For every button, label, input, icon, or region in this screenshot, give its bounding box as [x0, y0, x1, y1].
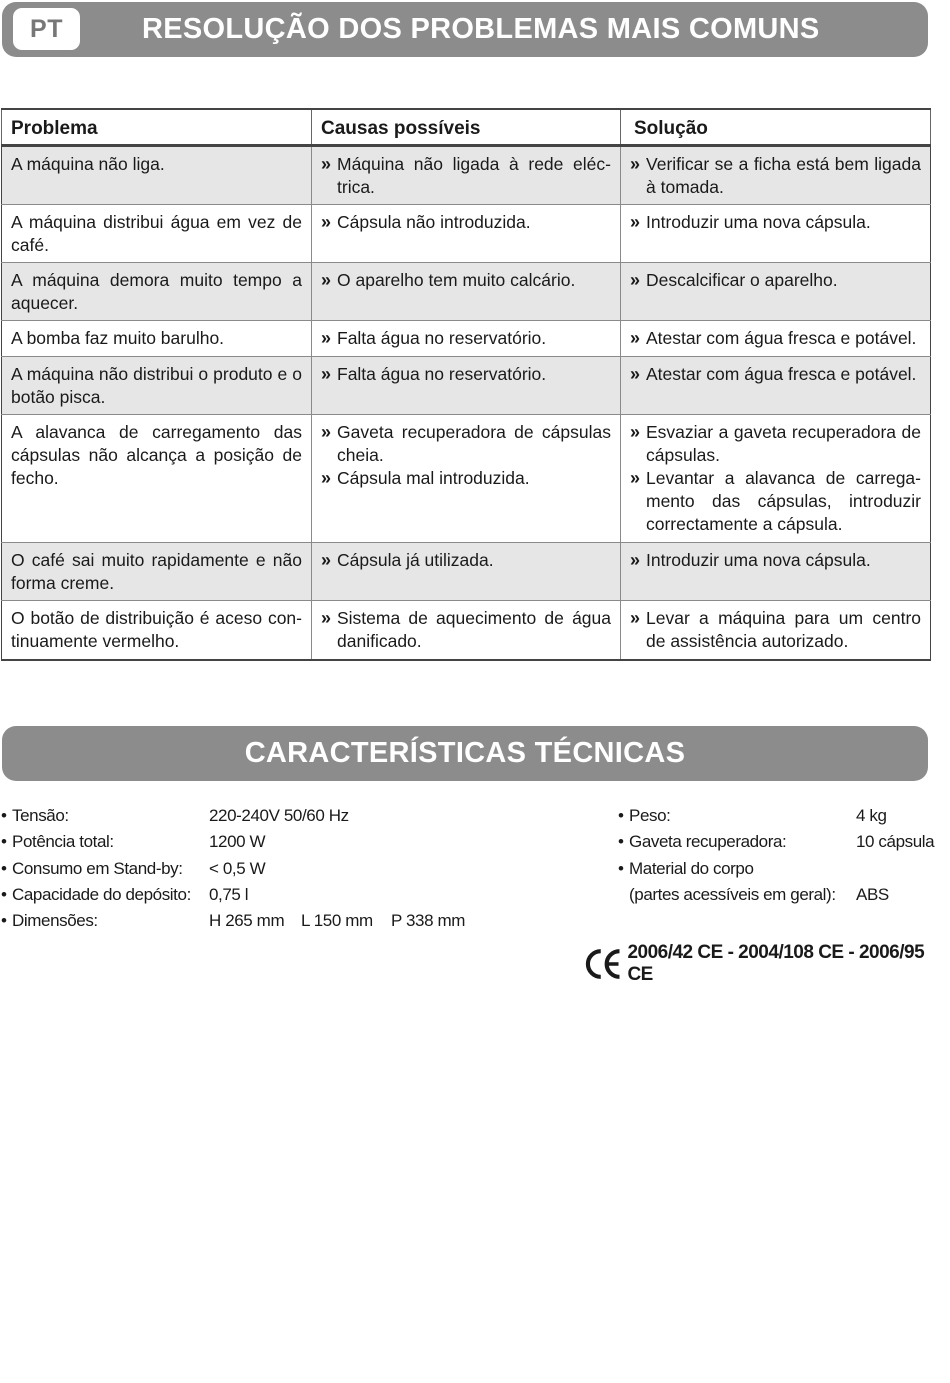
table-row — [2, 262, 931, 320]
arrow-bullet-icon: » — [321, 363, 332, 384]
dimensions-values — [209, 908, 465, 934]
column-header-causes: Causas possíveis — [312, 109, 621, 145]
table-row — [2, 145, 931, 204]
column-header-solution: Solução — [621, 109, 931, 145]
arrow-bullet-icon: » — [630, 467, 641, 488]
solution-cell: » Esvaziar a gaveta recuperadora de cápsulas. » Levantar a alavanca de carrega-mento das cápsulas, introduzir correctamente a cápsula. — [621, 414, 931, 542]
table-row — [2, 414, 931, 542]
table-row — [2, 600, 931, 660]
spec-row: • Gaveta recuperadora: 10 cápsula — [617, 829, 947, 855]
bullet-icon: • — [1, 884, 7, 904]
arrow-bullet-icon: » — [321, 211, 332, 232]
table-row — [2, 320, 931, 356]
spec-row-dimensions: • Dimensões: H 265 mm L 150 mm P 338 mm — [0, 908, 560, 934]
solution-cell: » Introduzir uma nova cápsula. — [621, 204, 931, 262]
solution-cell: » Atestar com água fresca e potável. — [621, 356, 931, 414]
directives-text: 2006/42 CE - 2004/108 CE - 2006/95 CE — [627, 942, 925, 985]
causes-cell: » Cápsula já utilizada. — [312, 542, 621, 600]
bullet-icon: • — [1, 806, 7, 825]
spec-row: • Potência total: 1200 W — [0, 829, 560, 855]
solution-cell: » Descalcificar o aparelho. — [621, 262, 931, 320]
problem-cell: A máquina distribui água em vez de café. — [2, 204, 312, 262]
column-header-problem: Problema — [2, 109, 312, 145]
problem-cell: A máquina não liga. — [2, 145, 312, 204]
specs-left-list — [0, 803, 560, 934]
arrow-bullet-icon: » — [321, 467, 332, 488]
bullet-icon: • — [1, 832, 7, 852]
bullet-icon: • — [618, 858, 624, 878]
dimension-depth: P 338 mm — [391, 911, 465, 931]
arrow-bullet-icon: » — [321, 269, 332, 290]
causes-cell: » Gaveta recuperadora de cápsulas cheia. » Cápsula mal introduzida. — [312, 414, 621, 542]
arrow-bullet-icon: » — [321, 421, 332, 442]
specs-title: CARACTERÍSTICAS TÉCNICAS — [244, 737, 686, 769]
table-row — [2, 204, 931, 262]
dimension-length: L 150 mm — [301, 911, 373, 931]
solution-cell: » Levar a máquina para um centro de assistência autorizado. — [621, 600, 931, 660]
spec-row: • Peso: 4 kg — [617, 803, 947, 829]
table-row — [2, 356, 931, 414]
table-header-row — [2, 109, 931, 145]
arrow-bullet-icon: » — [630, 421, 641, 442]
bullet-icon: • — [618, 832, 624, 852]
problem-cell: A alavanca de carregamento das cápsulas não alcança a posição de fecho. — [2, 414, 312, 542]
problem-cell: A máquina não distribui o produto e o botão pisca. — [2, 356, 312, 414]
causes-cell: » Falta água no reservatório. — [312, 356, 621, 414]
spec-row-material: • Material do corpo — [617, 856, 947, 882]
arrow-bullet-icon: » — [321, 153, 332, 174]
dimension-height: H 265 mm — [209, 911, 285, 931]
ce-mark-icon — [582, 948, 623, 980]
spec-row: • Tensão: 220-240V 50/60 Hz — [0, 803, 560, 829]
bullet-icon: • — [1, 858, 7, 878]
spec-row: • Capacidade do depósito: 0,75 l — [0, 882, 560, 908]
language-badge: PT — [13, 8, 80, 50]
problem-cell: O botão de distribuição é aceso con-tinuamente vermelho. — [2, 600, 312, 660]
solution-cell: » Introduzir uma nova cápsula. — [621, 542, 931, 600]
arrow-bullet-icon: » — [630, 607, 641, 628]
arrow-bullet-icon: » — [630, 211, 641, 232]
arrow-bullet-icon: » — [630, 363, 641, 384]
arrow-bullet-icon: » — [321, 549, 332, 570]
causes-cell: » Cápsula não introduzida. — [312, 204, 621, 262]
specs-right-list — [617, 803, 947, 908]
arrow-bullet-icon: » — [321, 327, 332, 348]
problem-cell: A máquina demora muito tempo a aquecer. — [2, 262, 312, 320]
troubleshooting-table — [1, 108, 931, 661]
arrow-bullet-icon: » — [630, 327, 641, 348]
solution-cell: » Atestar com água fresca e potável. — [621, 320, 931, 356]
problem-cell: O café sai muito rapidamente e não forma creme. — [2, 542, 312, 600]
compliance-line — [582, 942, 950, 985]
section-header-troubleshooting — [2, 2, 928, 57]
arrow-bullet-icon: » — [630, 269, 641, 290]
arrow-bullet-icon: » — [321, 607, 332, 628]
arrow-bullet-icon: » — [630, 153, 641, 174]
causes-cell: » Sistema de aquecimento de água danificado. — [312, 600, 621, 660]
spec-row-material-cont: (partes acessíveis em geral): ABS — [629, 884, 889, 904]
troubleshooting-title: RESOLUÇÃO DOS PROBLEMAS MAIS COMUNS — [142, 13, 820, 45]
bullet-icon: • — [618, 806, 624, 825]
arrow-bullet-icon: » — [630, 549, 641, 570]
section-header-specs — [2, 726, 928, 781]
table-row — [2, 542, 931, 600]
solution-cell: » Verificar se a ficha está bem ligada à tomada. — [621, 145, 931, 204]
causes-cell: » Falta água no reservatório. — [312, 320, 621, 356]
causes-cell: » O aparelho tem muito calcário. — [312, 262, 621, 320]
bullet-icon: • — [1, 911, 7, 931]
problem-cell: A bomba faz muito barulho. — [2, 320, 312, 356]
spec-row: • Consumo em Stand-by: < 0,5 W — [0, 856, 560, 882]
causes-cell: » Máquina não ligada à rede eléc-trica. — [312, 145, 621, 204]
